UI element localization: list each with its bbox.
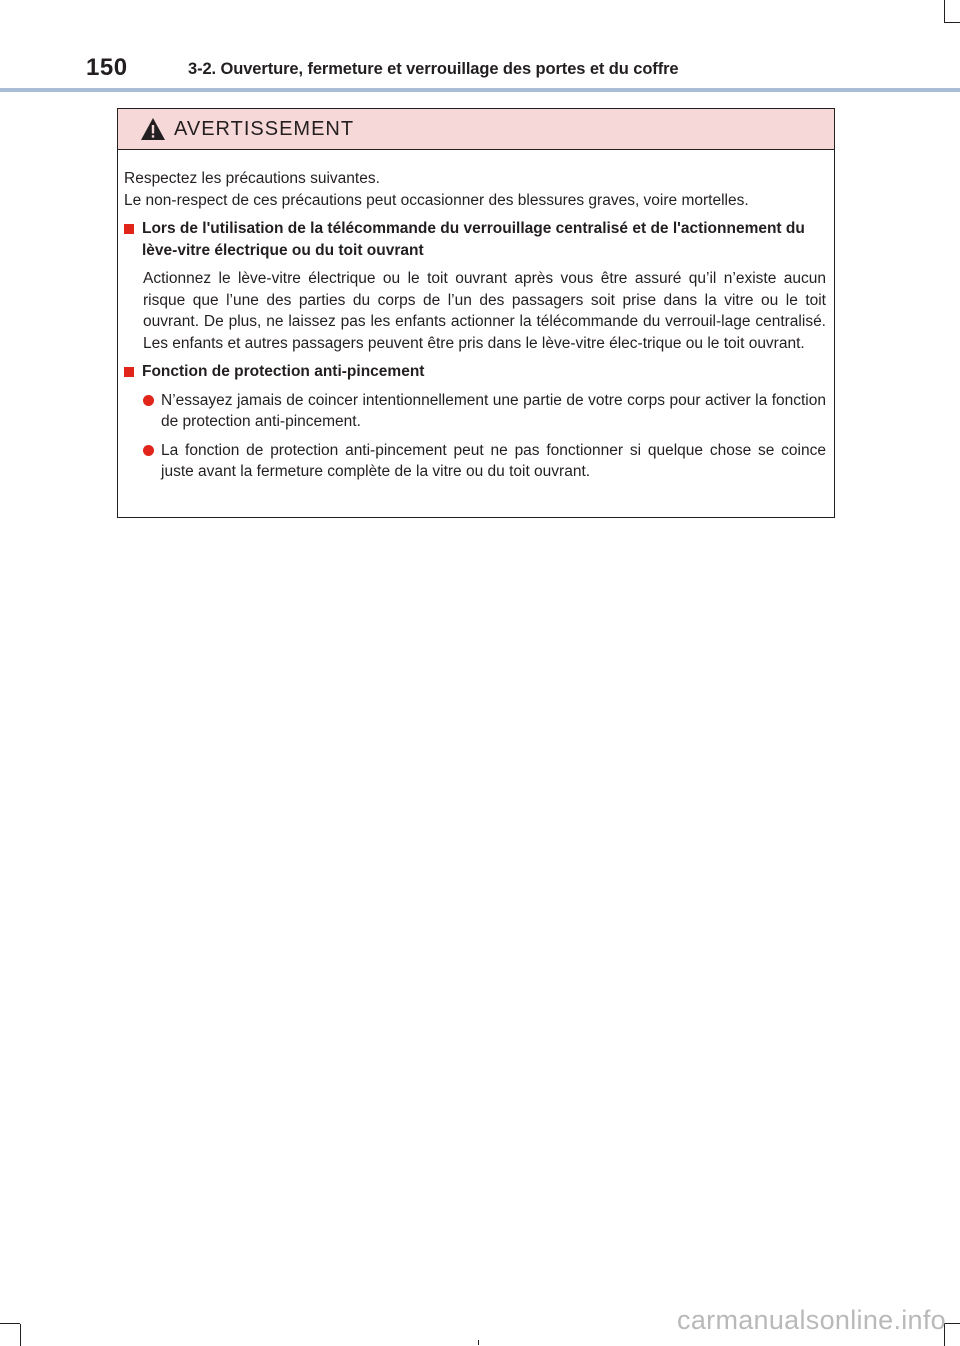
section-heading-text: Lors de l'utilisation de la télécommande du verrouillage centralisé et de l'actionnement du lève-vitre électrique ou du toit ouvrant	[142, 220, 805, 259]
crop-mark	[0, 1323, 20, 1324]
header-divider	[0, 88, 960, 92]
red-dot-bullet-icon	[143, 395, 154, 406]
warning-intro	[124, 168, 826, 211]
red-square-bullet-icon	[124, 224, 134, 234]
list-item-text: La fonction de protection anti-pincement peut ne pas fonctionner si quelque chose se coince juste avant la fermeture complète de la vitre ou du toit ouvrant.	[161, 441, 826, 480]
crop-mark	[944, 1323, 960, 1324]
section-heading	[124, 218, 826, 261]
intro-line-1: Respectez les précautions suivantes.	[124, 170, 380, 187]
warning-triangle-icon	[140, 117, 166, 141]
warning-title: AVERTISSEMENT	[174, 118, 355, 140]
warning-header	[118, 109, 834, 150]
list-item	[124, 390, 826, 433]
crop-mark	[20, 1324, 21, 1346]
crop-mark	[944, 22, 960, 23]
section-heading-text: Fonction de protection anti-pincement	[142, 363, 425, 380]
warning-body	[118, 150, 834, 483]
chapter-title: 3-2. Ouverture, fermeture et verrouillage des portes et du coffre	[188, 60, 679, 78]
intro-line-2: Le non-respect de ces précautions peut occasionner des blessures graves, voire mortelles.	[124, 191, 749, 209]
section-heading	[124, 361, 826, 383]
watermark: carmanualsonline.info	[677, 1305, 946, 1335]
list-item	[124, 440, 826, 483]
list-item-text: N’essayez jamais de coincer intentionnellement une partie de votre corps pour activer la fonction de protection anti-pincement.	[161, 391, 826, 430]
crop-mark	[478, 1340, 479, 1345]
crop-mark	[944, 0, 945, 22]
warning-box	[117, 108, 835, 518]
section-paragraph: Actionnez le lève-vitre électrique ou le toit ouvrant après vous être assuré qu’il n’existe aucun risque que l’une des parties du corps de l’un des passagers soit prise dans la vitre ou le toit ouvrant. De plus, ne laissez pas les enfants actionner la télécommande du verrouil-lage centralisé. Les enfants et autres passagers peuvent être pris dans le lève-vitre élec-trique ou le toit ouvrant.	[143, 270, 826, 352]
red-square-bullet-icon	[124, 367, 134, 377]
red-dot-bullet-icon	[143, 445, 154, 456]
page-number: 150	[86, 54, 128, 81]
